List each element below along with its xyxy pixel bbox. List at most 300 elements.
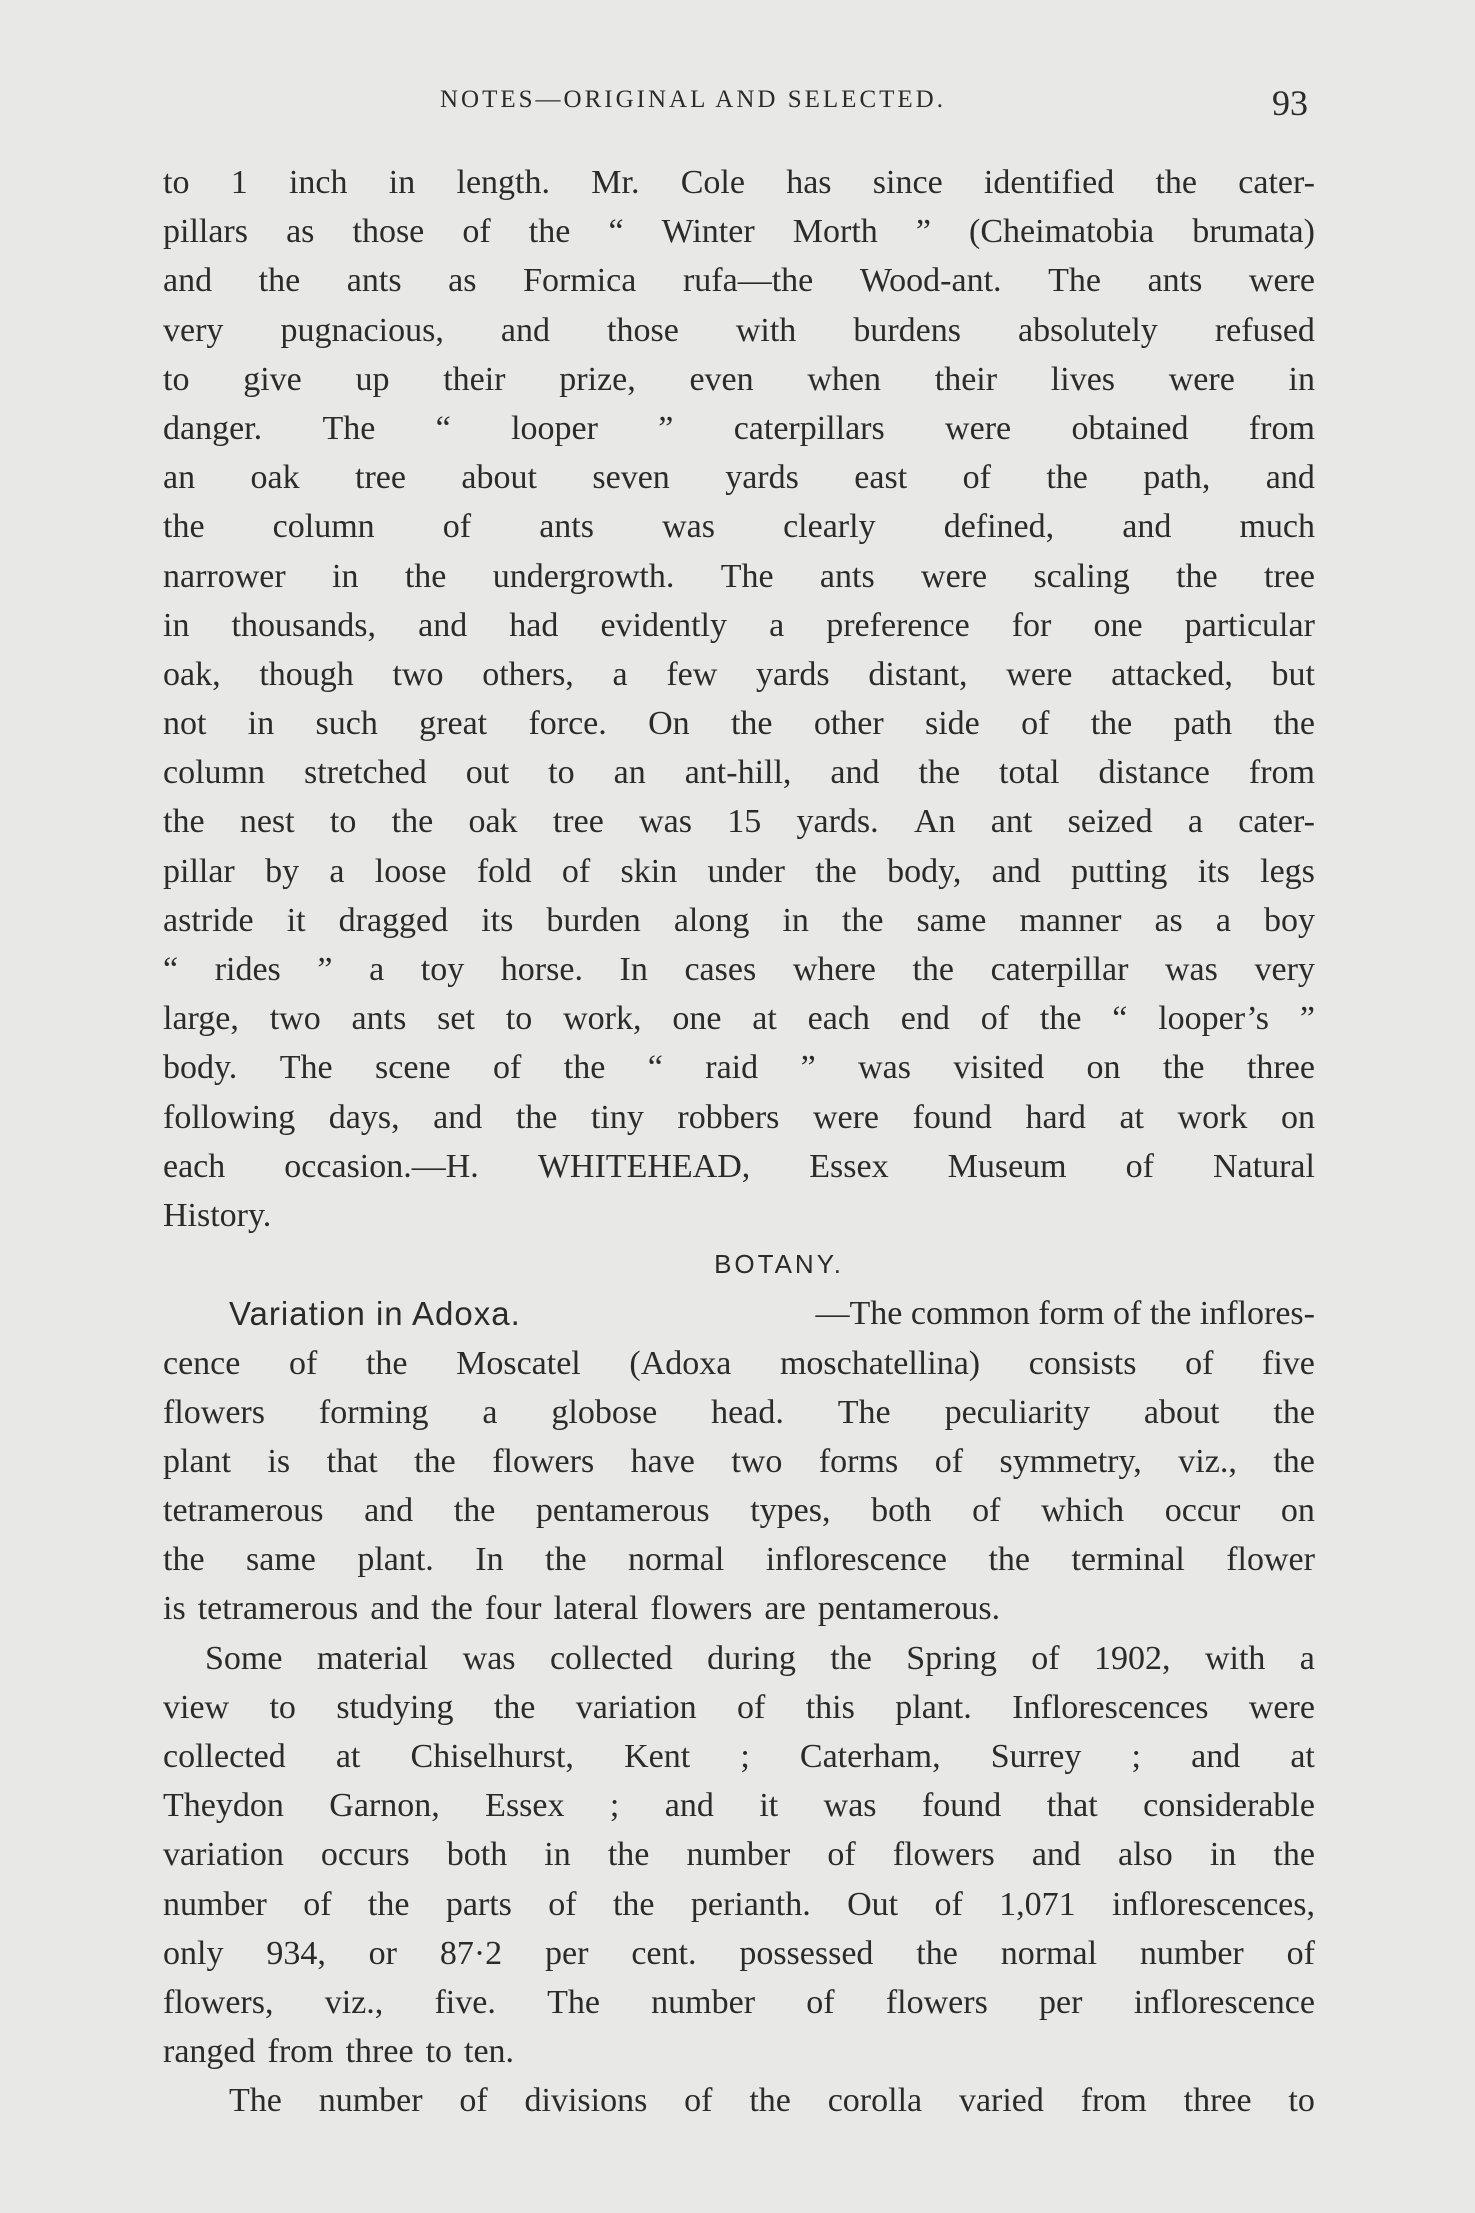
word: Essex [485, 1787, 565, 1825]
word: the [612, 1885, 655, 1923]
word: were [945, 409, 1012, 447]
word: with [735, 311, 797, 349]
running-head [0, 83, 1475, 126]
word: up [355, 360, 390, 398]
word: to [505, 1000, 533, 1038]
text-line [163, 1584, 1315, 1633]
word: thousands, [231, 606, 377, 644]
word: ” [800, 1049, 816, 1087]
word: The [720, 557, 774, 595]
word: of [1125, 1147, 1154, 1185]
word: this [805, 1688, 855, 1726]
word: visited [953, 1049, 1045, 1087]
word: perianth. [690, 1885, 811, 1923]
text-line [163, 552, 1315, 601]
word: moschatellina) [779, 1344, 981, 1382]
word: Winter [661, 213, 755, 251]
word: normal [628, 1541, 725, 1579]
word: that [326, 1442, 378, 1480]
word: looper [511, 409, 598, 447]
word: the [431, 1590, 473, 1628]
word: an [613, 754, 646, 792]
word: on [1280, 1492, 1315, 1530]
word: was [1165, 951, 1218, 988]
word: out [465, 754, 510, 792]
word: plant. [895, 1688, 972, 1726]
word: very [1254, 951, 1315, 988]
word: along [673, 901, 750, 939]
word: both [446, 1836, 508, 1874]
word: end [900, 1000, 950, 1038]
text-line [163, 306, 1315, 355]
word: the [414, 1442, 456, 1480]
word: is [163, 1590, 186, 1628]
text-line [163, 1781, 1315, 1830]
word: about [461, 459, 537, 497]
word: since [872, 164, 943, 201]
word: cent. [631, 1934, 697, 1972]
word: In [475, 1541, 504, 1579]
word: tiny [590, 1098, 644, 1136]
word: 87·2 [439, 1934, 503, 1972]
word: the [365, 1344, 408, 1382]
word: when [807, 360, 882, 398]
word: of [934, 1442, 964, 1480]
word: ; [1131, 1738, 1141, 1775]
word: great [419, 705, 488, 743]
word: loose [374, 852, 447, 890]
text-line [163, 601, 1315, 650]
word: as [286, 213, 315, 251]
word: the [528, 213, 571, 251]
word: normal [1000, 1934, 1098, 1972]
word: body, [887, 852, 962, 890]
text-line [163, 1880, 1315, 1929]
word: work, [563, 1000, 642, 1038]
word: plant. [357, 1541, 434, 1579]
word: inflorescence [1133, 1983, 1315, 2021]
word: nest [239, 803, 295, 841]
word: the [830, 1639, 872, 1677]
word: boy [1263, 901, 1315, 939]
word: globose [551, 1393, 658, 1431]
word: a [612, 655, 628, 693]
text-line [163, 650, 1315, 699]
word: burden [546, 901, 641, 939]
word: had [509, 606, 559, 644]
word: and [664, 1787, 714, 1825]
word: few [666, 655, 718, 693]
word: collected [163, 1738, 286, 1775]
word: path [1173, 705, 1233, 743]
word: flowers [163, 1393, 265, 1431]
word: evidently [600, 606, 727, 644]
word: of [1031, 1639, 1060, 1677]
word: Chiselhurst, [410, 1738, 574, 1775]
word: the [163, 1541, 205, 1579]
word: particular [1184, 606, 1315, 644]
word: much [1239, 508, 1315, 546]
word: though [259, 655, 354, 693]
word: narrower [163, 557, 286, 595]
word: east [854, 459, 908, 497]
word: set [437, 1000, 475, 1038]
word: force. [528, 705, 607, 743]
word: of [962, 459, 991, 497]
word: two [269, 1000, 321, 1038]
word: viz., [1178, 1442, 1237, 1480]
word: number [686, 1836, 791, 1874]
word: tree [1263, 557, 1315, 595]
word: distance [1098, 754, 1210, 792]
word: to [425, 2033, 453, 2071]
word: were [1006, 655, 1073, 693]
word: the [1090, 705, 1133, 743]
word: of [972, 1492, 1001, 1530]
word: inflorescences, [1112, 1885, 1315, 1923]
word: ; [609, 1787, 620, 1825]
article-lead: Variation in Adoxa. [229, 1295, 521, 1333]
word: the [563, 1049, 606, 1087]
word: skin [620, 852, 678, 890]
word: Out [847, 1885, 899, 1923]
section-heading: BOTANY. [714, 1249, 844, 1280]
word: manner [1019, 901, 1122, 939]
word: tree [552, 803, 604, 841]
word: the [1273, 1442, 1315, 1480]
word: of [548, 1885, 577, 1923]
word: column [163, 754, 265, 792]
word: “ [435, 409, 451, 447]
word: from [1248, 754, 1315, 792]
text-line [163, 207, 1315, 256]
word: in [1288, 360, 1315, 398]
word: considerable [1143, 1787, 1315, 1825]
line-rest: —The common form of the inflores- [815, 1295, 1315, 1333]
word: the [493, 1688, 536, 1726]
word: The [229, 2082, 282, 2120]
word: the [163, 508, 205, 546]
word: occur [1164, 1492, 1241, 1530]
word: the [912, 951, 955, 988]
word: a [1215, 901, 1231, 939]
word: seized [1067, 803, 1153, 841]
text-line [163, 1289, 1315, 1338]
word: from [1080, 2082, 1147, 2120]
body-text [163, 158, 1315, 2126]
word: to [1288, 2082, 1315, 2120]
word: forming [318, 1393, 429, 1431]
word: ants [819, 557, 875, 595]
word: their [934, 360, 998, 398]
word: An [913, 803, 956, 841]
word: in [332, 557, 359, 595]
word: a [329, 852, 345, 890]
word: of [442, 508, 472, 546]
word: (Cheimatobia [969, 213, 1155, 251]
word: lives [1050, 360, 1116, 398]
word: The [1048, 262, 1101, 300]
word: studying [336, 1688, 454, 1726]
text-line [163, 1142, 1315, 1191]
word: found [912, 1098, 992, 1136]
word: caterpillars [733, 409, 885, 447]
word: the [749, 2082, 791, 2120]
word: head. [711, 1393, 784, 1431]
word: rufa—the [682, 262, 814, 300]
word: tetramerous [163, 1492, 324, 1530]
word: tetramerous [197, 1590, 359, 1628]
word: (Adoxa [629, 1344, 732, 1382]
word: their [443, 360, 506, 398]
word: lateral [553, 1590, 639, 1628]
word: and [418, 606, 468, 644]
word: it [286, 901, 306, 939]
text-line [163, 994, 1315, 1043]
word: forms [818, 1442, 899, 1480]
text-line [163, 1683, 1315, 1732]
word: Inflorescences [1012, 1688, 1209, 1726]
word: number [1139, 1934, 1244, 1972]
text-line [163, 1093, 1315, 1142]
word: a [1299, 1639, 1315, 1677]
word: only [163, 1934, 224, 1972]
word: rides [214, 951, 281, 988]
word: was [462, 1639, 516, 1677]
text-line [163, 1978, 1315, 2027]
word: five [1262, 1344, 1315, 1382]
word: pentamerous. [817, 1590, 1001, 1628]
word: to [329, 803, 357, 841]
word: of [934, 1885, 963, 1923]
word: hard [1025, 1098, 1086, 1136]
word: The [322, 409, 376, 447]
word: ” [1299, 1000, 1315, 1038]
word: symmetry, [999, 1442, 1142, 1480]
word: yards [756, 655, 830, 693]
word: cence [163, 1344, 241, 1382]
word: the [545, 1541, 587, 1579]
word: and [370, 1590, 420, 1628]
word: ” [658, 409, 674, 447]
word: body. [163, 1049, 238, 1087]
word: flower [1226, 1541, 1315, 1579]
word: of [1185, 1344, 1214, 1382]
word: the [918, 754, 961, 792]
word: Spring [906, 1639, 997, 1677]
word: of [684, 2082, 713, 2120]
word: brumata) [1192, 213, 1315, 251]
word: give [243, 360, 302, 398]
word: Kent [624, 1738, 691, 1775]
text-line [163, 1043, 1315, 1092]
word: two [731, 1442, 783, 1480]
word: pentamerous [535, 1492, 710, 1530]
word: an [163, 459, 196, 497]
word: following [163, 1098, 296, 1136]
word: ten. [464, 2033, 515, 2071]
word: yards. [796, 803, 879, 841]
word: ants [539, 508, 594, 546]
word: large, [163, 1000, 239, 1038]
word: of [462, 213, 491, 251]
text-line [163, 2027, 1315, 2076]
word: or [368, 1934, 397, 1972]
word: looper’s [1158, 1000, 1270, 1038]
text-line [163, 1437, 1315, 1486]
word: number [163, 1885, 267, 1923]
text-line [163, 453, 1315, 502]
word: each [807, 1000, 870, 1038]
word: pugnacious, [280, 311, 444, 349]
word: at [1290, 1738, 1315, 1775]
word: ants [1147, 262, 1203, 300]
word: Wood-ant. [859, 262, 1002, 300]
word: about [1143, 1393, 1220, 1431]
word: the [1155, 164, 1198, 201]
word: the [1273, 705, 1315, 743]
word: 1,071 [999, 1885, 1076, 1923]
word: Garnon, [329, 1787, 440, 1825]
word: other [813, 705, 884, 743]
word: terminal [1071, 1541, 1185, 1579]
word: the [988, 1541, 1031, 1579]
word: has [786, 164, 832, 201]
word: varied [958, 2082, 1044, 2120]
word: peculiarity [944, 1393, 1090, 1431]
word: the [1046, 459, 1088, 497]
text-line [163, 355, 1315, 404]
botany-paragraph-1 [163, 1289, 1315, 1633]
word: Essex [809, 1147, 889, 1185]
text-line [163, 256, 1315, 305]
word: work [1177, 1098, 1248, 1136]
word: same [916, 901, 987, 939]
word: three [1183, 2082, 1252, 2120]
word: attacked, [1111, 655, 1233, 693]
text-line [163, 1486, 1315, 1535]
word: plant [163, 1442, 231, 1480]
word: inflorescence [765, 1541, 948, 1579]
word: during [707, 1639, 796, 1677]
word: occasion.—H. [284, 1147, 479, 1185]
word: one [672, 1000, 722, 1038]
word: “ [647, 1049, 663, 1087]
word: of [492, 1049, 522, 1087]
word: Cole [680, 164, 745, 201]
word: but [1271, 655, 1315, 693]
word: the [916, 1934, 958, 1972]
word: burdens [853, 311, 961, 349]
word: cases [684, 951, 757, 988]
text-line [163, 1535, 1315, 1584]
word: cater- [1238, 803, 1315, 841]
word: as [448, 262, 477, 300]
word: each [163, 1147, 226, 1185]
word: danger. [163, 409, 263, 447]
word: dragged [338, 901, 449, 939]
word: the [404, 557, 447, 595]
word: of [1286, 1934, 1315, 1972]
word: toy [420, 951, 465, 988]
word: were [812, 1098, 879, 1136]
word: of [561, 852, 591, 890]
word: viz., [324, 1983, 384, 2021]
word: from [1248, 409, 1315, 447]
word: Formica [523, 262, 637, 300]
word: ants [346, 262, 402, 300]
text-line [163, 847, 1315, 896]
word: flowers [885, 1983, 988, 2021]
word: not [163, 705, 207, 743]
word: flowers, [163, 1983, 274, 2021]
word: “ [1112, 1000, 1128, 1038]
word: were [1248, 1688, 1315, 1726]
word: Surrey [990, 1738, 1082, 1775]
word: total [999, 754, 1060, 792]
text-line [163, 158, 1315, 207]
text-line [163, 404, 1315, 453]
word: stretched [303, 754, 427, 792]
text-line [163, 797, 1315, 846]
word: defined, [943, 508, 1055, 546]
word: corolla [827, 2082, 923, 2120]
word: and [163, 262, 213, 300]
word: Morth [792, 213, 878, 251]
word: WHITEHEAD, [537, 1147, 751, 1185]
word: scene [375, 1049, 451, 1087]
text-line [163, 2076, 1315, 2125]
word: the [1162, 1049, 1205, 1087]
word: oak [468, 803, 518, 841]
word: identified [983, 164, 1115, 201]
word: per [1039, 1983, 1083, 2021]
word: a [482, 1393, 498, 1431]
word: yards [725, 459, 799, 497]
word: to [163, 360, 190, 398]
word: ” [317, 951, 333, 988]
word: ; [740, 1738, 750, 1775]
word: in [782, 901, 809, 939]
word: column [272, 508, 375, 546]
word: side [924, 705, 980, 743]
word: In [619, 951, 648, 988]
word: in [163, 606, 190, 644]
word: of [1021, 705, 1050, 743]
word: of [459, 2082, 488, 2120]
text-line [163, 1929, 1315, 1978]
word: Some [205, 1639, 283, 1677]
word: number [651, 1983, 756, 2021]
word: as [1154, 901, 1183, 939]
word: days, [328, 1098, 400, 1136]
word: the [841, 901, 884, 939]
word: even [689, 360, 754, 398]
word: the [1273, 1393, 1315, 1431]
word: and [991, 852, 1041, 890]
word: The [547, 1983, 600, 2021]
word: and [1191, 1738, 1241, 1775]
word: five. [434, 1983, 496, 2021]
word: The [279, 1049, 333, 1087]
word: divisions [524, 2082, 648, 2120]
word: three [1246, 1049, 1315, 1087]
word: fold [476, 852, 532, 890]
word: putting [1071, 852, 1168, 890]
text-line [163, 1339, 1315, 1388]
word: both [871, 1492, 932, 1530]
word: Moscatel [456, 1344, 581, 1382]
